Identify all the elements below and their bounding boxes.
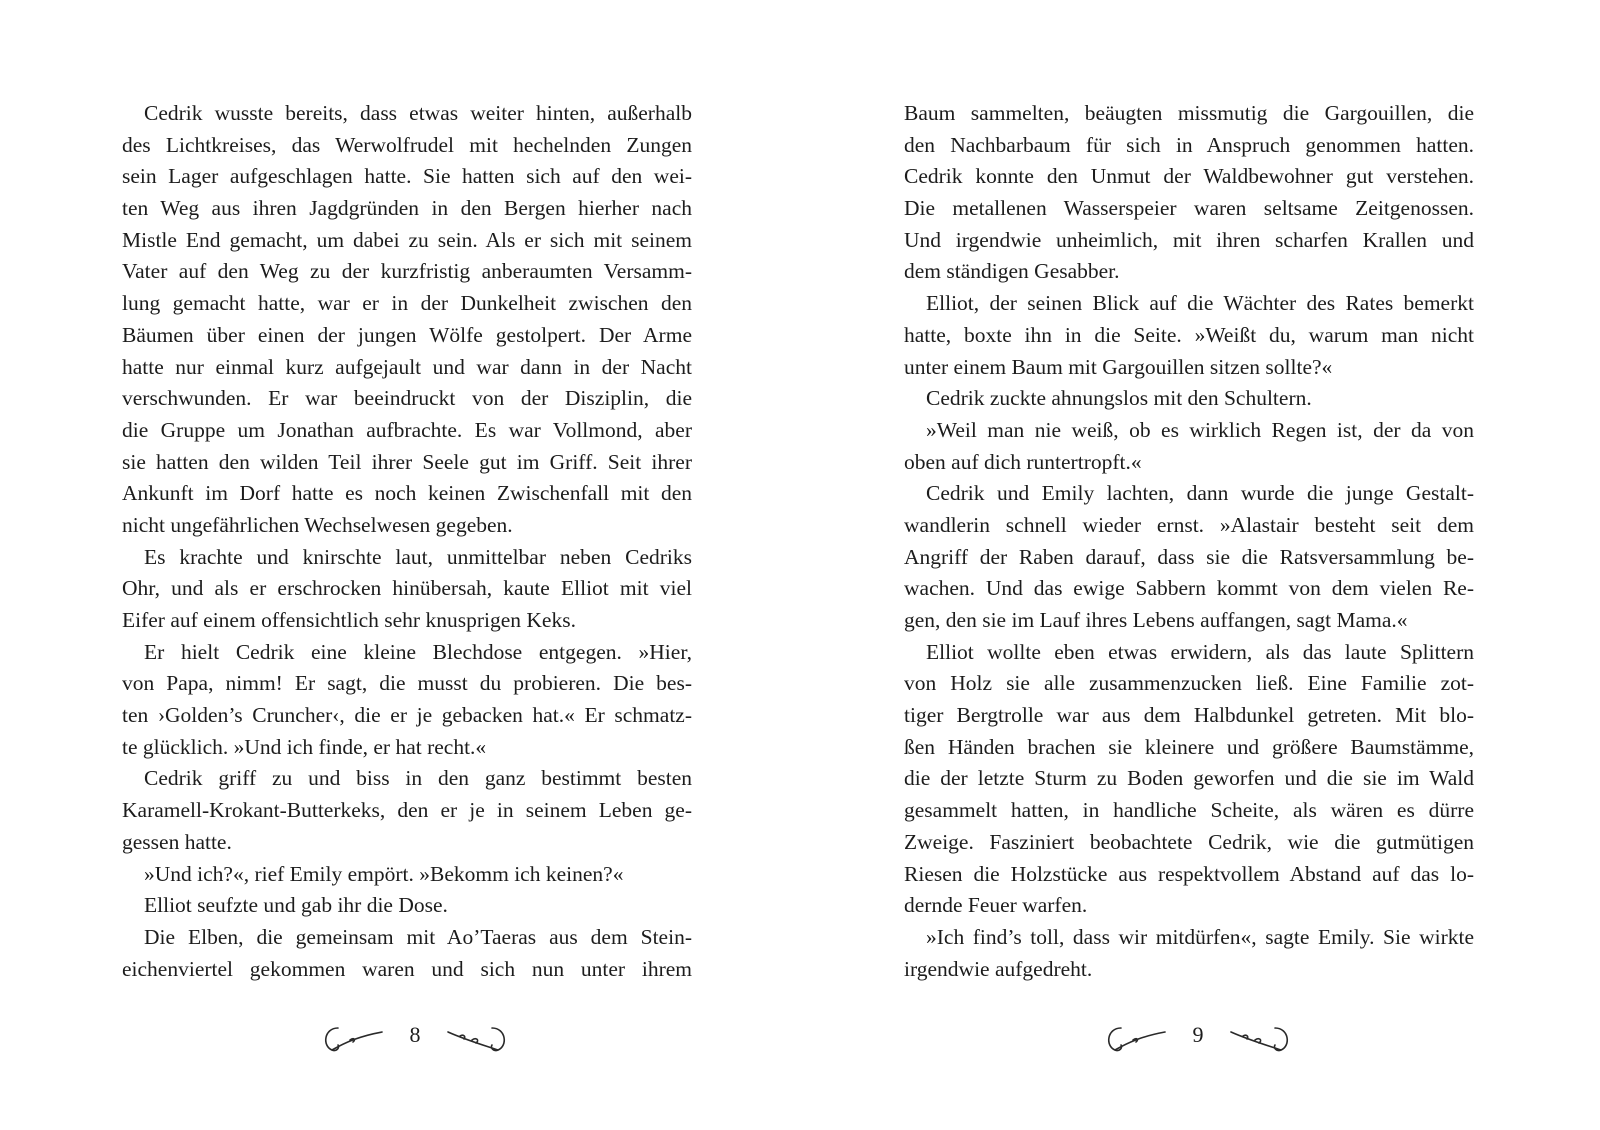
text-line: te glücklich. »Und ich finde, er hat recht.« <box>122 734 487 759</box>
text-line: sein Lager aufgeschlagen hatte. Sie hatten sich auf den wei- <box>122 164 692 189</box>
text-line: Mistle End gemacht, um dabei zu sein. Als er sich mit seinem <box>122 227 692 252</box>
text-line: den Nachbarbaum für sich in Anspruch genommen hatten. <box>904 132 1474 157</box>
text-line: »Weil man nie weiß, ob es wirklich Regen ist, der da von <box>926 417 1474 442</box>
text-line: Elliot, der seinen Blick auf die Wächter des Rates bemerkt <box>926 291 1474 316</box>
text-line: Riesen die Holzstücke aus respektvollem Abstand auf das lo- <box>904 861 1474 886</box>
text-line: Cedrik und Emily lachten, dann wurde die junge Gestalt- <box>926 481 1474 506</box>
text-line: Zweige. Fasziniert beobachtete Cedrik, wie die gutmütigen <box>904 829 1474 854</box>
text-line: Und irgendwie unheimlich, mit ihren scharfen Krallen und <box>904 227 1474 252</box>
text-line: irgendwie aufgedreht. <box>904 956 1093 981</box>
text-line: ßen Händen brachen sie kleinere und größere Baumstämme, <box>904 734 1474 759</box>
text-line: Es krachte und knirschte laut, unmittelbar neben Cedriks <box>144 544 692 569</box>
text-line: verschwunden. Er war beeindruckt von der Disziplin, die <box>122 386 692 411</box>
text-line: »Und ich?«, rief Emily empört. »Bekomm ich keinen?« <box>144 861 624 886</box>
text-line: Die metallenen Wasserspeier waren seltsame Zeitgenossen. <box>904 196 1474 221</box>
text-line: Eifer auf einem offensichtlich sehr knusprigen Keks. <box>122 608 576 632</box>
text-line: Cedrik konnte den Unmut der Waldbewohner gut verstehen. <box>904 164 1474 189</box>
text-line: Elliot wollte eben etwas erwidern, als das laute Splittern <box>926 639 1474 664</box>
text-line: gesammelt hatten, in handliche Scheite, als wären es dürre <box>904 798 1474 823</box>
text-line: hatte nur einmal kurz aufgejault und war dann in der Nacht <box>122 354 692 379</box>
text-line: Ohr, und als er erschrocken hinübersah, kaute Elliot mit viel <box>122 576 692 601</box>
text-line: von Holz sie alle zusammenzucken ließ. Eine Familie zot- <box>904 671 1474 696</box>
text-line: hatte, boxte ihn in die Seite. »Weißt du, warum man nicht <box>904 322 1474 347</box>
text-line: Cedrik wusste bereits, dass etwas weiter hinten, außerhalb <box>144 101 692 125</box>
page-number: 9 <box>1192 1022 1204 1047</box>
text-line: wachen. Und das ewige Sabbern kommt von dem vielen Re- <box>904 576 1474 601</box>
right-page-footer <box>1103 1018 1293 1068</box>
text-line: die der letzte Sturm zu Boden geworfen und die sie im Wald <box>904 766 1474 791</box>
text-line: Cedrik zuckte ahnungslos mit den Schultern. <box>926 386 1312 411</box>
text-line: »Ich find’s toll, dass wir mitdürfen«, sagte Emily. Sie wirkte <box>926 924 1474 949</box>
text-line: nicht ungefährlichen Wechselwesen gegeben. <box>122 512 513 537</box>
text-line: dem ständigen Gesabber. <box>904 259 1120 284</box>
text-line: dernde Feuer warfen. <box>904 893 1088 918</box>
left-page-text <box>122 98 692 985</box>
text-line: sie hatten den wilden Teil ihrer Seele gut im Griff. Seit ihrer <box>122 449 692 474</box>
text-line: gessen hatte. <box>122 829 232 854</box>
page-number: 8 <box>409 1022 421 1047</box>
text-line: unter einem Baum mit Gargouillen sitzen sollte?« <box>904 354 1333 379</box>
text-line: Baum sammelten, beäugten missmutig die Gargouillen, die <box>904 101 1474 125</box>
left-page-footer <box>320 1018 510 1068</box>
text-line: Karamell-Krokant-Butterkeks, den er je in seinem Leben ge- <box>122 798 692 823</box>
text-line: Cedrik griff zu und biss in den ganz bestimmt besten <box>144 766 692 791</box>
text-line: des Lichtkreises, das Werwolfrudel mit hechelnden Zungen <box>122 132 692 157</box>
text-line: wandlerin schnell wieder ernst. »Alastair besteht seit dem <box>904 512 1474 537</box>
text-line: ten ›Golden’s Cruncher‹, die er je gebacken hat.« Er schmatz- <box>122 703 692 728</box>
text-line: eichenviertel gekommen waren und sich nun unter ihrem <box>122 956 692 981</box>
text-line: Elliot seufzte und gab ihr die Dose. <box>144 893 448 918</box>
text-line: Ankunft im Dorf hatte es noch keinen Zwischenfall mit den <box>122 481 692 506</box>
text-line: Die Elben, die gemeinsam mit Ao’Taeras aus dem Stein- <box>144 924 692 949</box>
right-page-text <box>904 98 1474 985</box>
text-line: Er hielt Cedrik eine kleine Blechdose entgegen. »Hier, <box>144 639 692 664</box>
text-line: Bäumen über einen der jungen Wölfe gestolpert. Der Arme <box>122 322 692 347</box>
text-line: von Papa, nimm! Er sagt, die musst du probieren. Die bes- <box>122 671 692 696</box>
text-line: gen, den sie im Lauf ihres Lebens auffangen, sagt Mama.« <box>904 608 1408 632</box>
text-line: lung gemacht hatte, war er in der Dunkelheit zwischen den <box>122 291 692 316</box>
text-line: tiger Bergtrolle war aus dem Halbdunkel getreten. Mit blo- <box>904 703 1474 728</box>
text-line: oben auf dich runtertropft.« <box>904 449 1142 474</box>
text-line: Angriff der Raben darauf, dass sie die Ratsversammlung be- <box>904 544 1474 569</box>
text-line: ten Weg aus ihren Jagdgründen in den Bergen hierher nach <box>122 196 692 221</box>
text-line: die Gruppe um Jonathan aufbrachte. Es war Vollmond, aber <box>122 417 692 442</box>
text-line: Vater auf den Weg zu der kurzfristig anberaumten Versamm- <box>122 259 692 284</box>
